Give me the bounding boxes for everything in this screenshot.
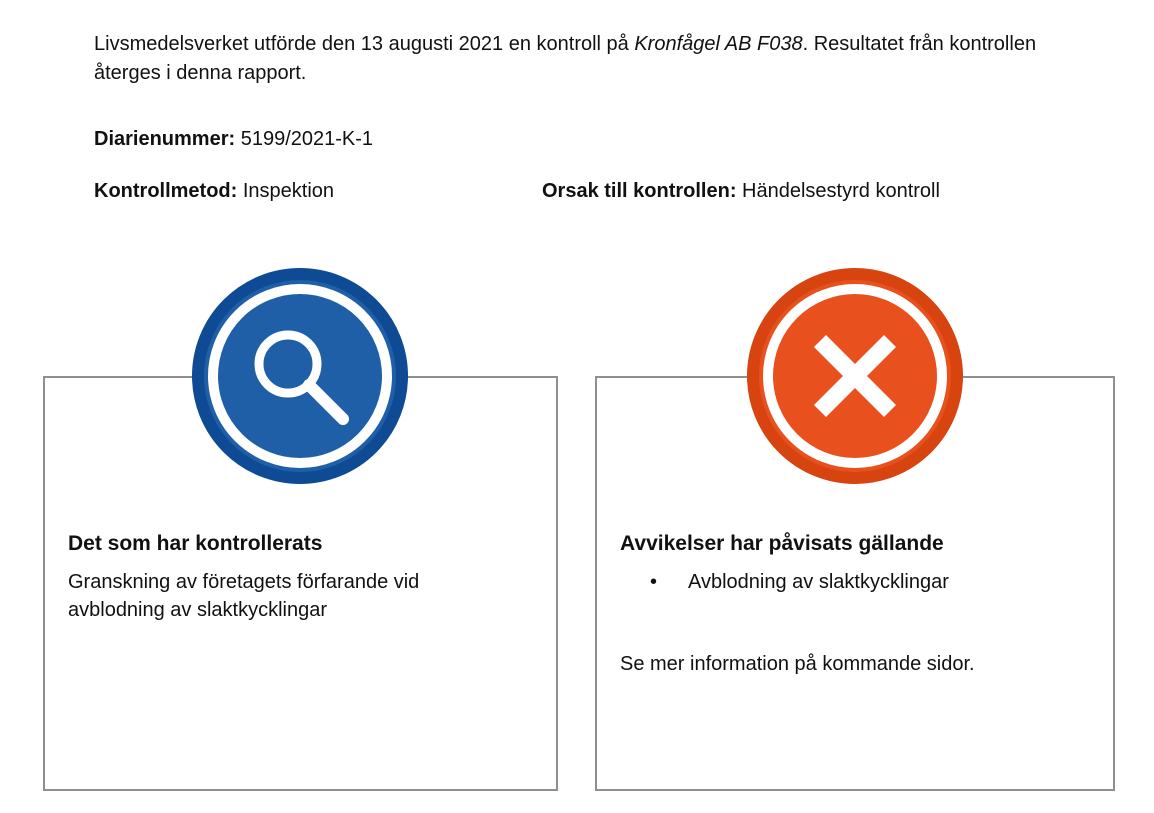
intro-text-start: Livsmedelsverket utförde den 13 augusti 2021 en kontroll på xyxy=(94,33,635,55)
kontrollmetod-label: Kontrollmetod: xyxy=(94,180,238,202)
kontrollmetod-line xyxy=(94,178,334,204)
company-name: Kronfågel AB F038 xyxy=(634,33,803,55)
orsak-line xyxy=(542,178,940,204)
magnifier-icon xyxy=(192,268,408,484)
diarienummer-value: 5199/2021-K-1 xyxy=(240,128,374,150)
diarienummer-label: Diarienummer: xyxy=(94,128,236,150)
kontrollmetod-value: Inspektion xyxy=(242,180,335,202)
bullet-icon: • xyxy=(650,571,658,593)
deviation-list-item xyxy=(650,568,1070,596)
intro-paragraph xyxy=(94,30,1084,88)
inspected-title: Det som har kontrollerats xyxy=(68,532,323,555)
cross-glyph xyxy=(759,280,951,472)
deviation-item-text: Avblodning av slaktkycklingar xyxy=(688,571,949,593)
orsak-label: Orsak till kontrollen: xyxy=(542,180,737,202)
magnifier-glyph xyxy=(204,280,396,472)
inspected-description: Granskning av företagets förfarande vid avblodning av slaktkycklingar xyxy=(68,571,420,621)
orsak-value: Händelsestyrd kontroll xyxy=(742,180,940,202)
intro-text-end: . Resultatet från kontrollen återges i denna rapport. xyxy=(94,33,1037,84)
cross-icon xyxy=(747,268,963,484)
deviations-title: Avvikelser har påvisats gällande xyxy=(620,532,944,555)
deviations-footer: Se mer information på kommande sidor. xyxy=(620,653,975,675)
diarienummer-line xyxy=(94,126,373,152)
